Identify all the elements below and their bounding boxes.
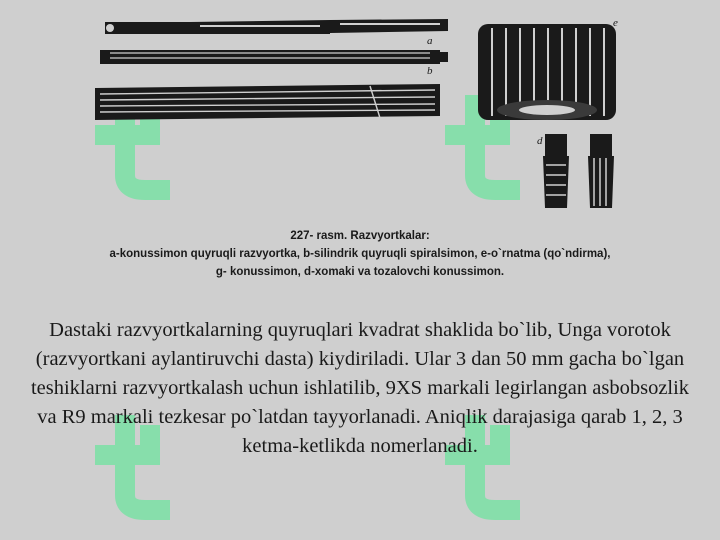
caption-line-1: a-konussimon quyruqli razvyortka, b-silindrik quyruqli spiralsimon, e-o`rnatma (qo`ndirma),	[109, 248, 611, 260]
reamer-e	[478, 24, 616, 120]
label-d: d	[537, 135, 543, 147]
reamer-g	[95, 84, 440, 120]
label-b: b	[427, 65, 433, 77]
figure-caption	[40, 227, 680, 281]
caption-title: 227- rasm. Razvyortkalar:	[290, 230, 430, 242]
reamers-illustration	[0, 0, 720, 215]
label-e: e	[613, 17, 618, 29]
reamer-b	[100, 50, 448, 64]
reamer-d-left	[543, 134, 569, 208]
label-a: a	[427, 35, 433, 47]
body-paragraph: Dastaki razvyortkalarning quyruqlari kvadrat shaklida bo`lib, Unga vorotok (razvyortkani aylantiruvchi dasta) kiydiriladi. Ular 3 dan 50 mm gacha bo`lgan teshiklarni razvyortkalash uchun ishlatilib, 9XS markali legirlangan asbobsozlik va R9 markali tezkesar po`latdan tayyorlanadi. Aniqlik darajasiga qarab 1, 2, 3 ketma-ketlikda nomerlanadi.	[30, 319, 690, 457]
caption-line-2: g- konussimon, d-xomaki va tozalovchi konussimon.	[215, 266, 505, 278]
reamer-a	[105, 19, 448, 34]
reamer-d-right	[588, 134, 614, 208]
